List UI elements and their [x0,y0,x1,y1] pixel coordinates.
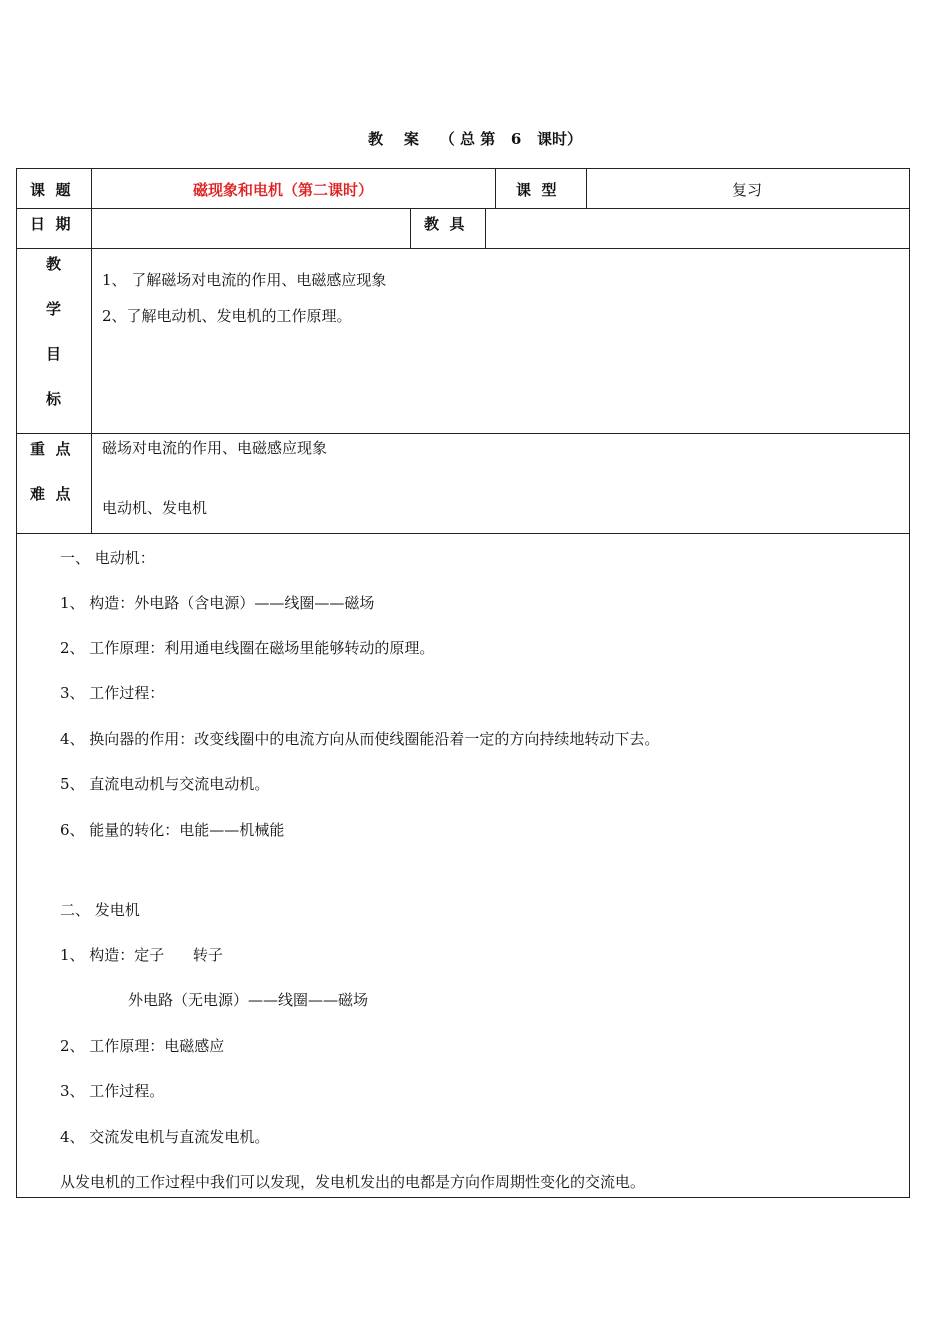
objectives-content [92,249,910,434]
key-points-label-cell [16,434,92,534]
type-value: 复习 [732,181,763,199]
topic-label: 课 题 [30,181,71,199]
date-label: 日 期 [30,215,71,233]
content-line: 从发电机的工作过程中我们可以发现，发电机发出的电都是方向作周期性变化的交流电。 [60,1173,646,1191]
date-label-cell [16,209,92,249]
objectives-label-char: 教 [46,255,62,273]
tools-value-cell [486,209,910,249]
topic-value-cell [92,168,496,209]
objectives-label-char: 学 [46,300,62,318]
objectives-label-char: 标 [46,390,62,408]
main-content [16,534,910,1198]
topic-label-cell [16,168,92,209]
content-line: 6、 能量的转化：电能——机械能 [60,821,285,839]
section-heading-generator: 二、 发电机 [60,901,140,919]
tools-label: 教 具 [424,215,465,233]
key-points-content [92,434,910,534]
topic-value: 磁现象和电机（第二课时） [193,181,374,199]
content-line: 3、 工作过程。 [60,1082,165,1100]
date-value-cell [92,209,411,249]
content-line: 外电路（无电源）——线圈——磁场 [128,991,369,1009]
type-label: 课 型 [516,181,557,199]
section-heading-motor: 一、 电动机： [60,549,155,567]
content-line: 2、 工作原理：利用通电线圈在磁场里能够转动的原理。 [60,639,435,657]
content-line: 2、 工作原理：电磁感应 [60,1037,225,1055]
content-line: 1、 构造：外电路（含电源）——线圈——磁场 [60,594,375,612]
objective-item: 2、了解电动机、发电机的工作原理。 [102,307,352,325]
difficulty-label: 难 点 [30,485,71,503]
objectives-label-char: 目 [46,345,62,363]
page-title: 教 案 （ 总 第 6 课时） [368,130,582,148]
content-line: 1、 构造：定子 转子 [60,946,223,964]
objectives-label-cell [16,249,92,434]
type-value-cell [587,168,910,209]
difficulty-value: 电动机、发电机 [102,499,208,517]
content-line: 4、 交流发电机与直流发电机。 [60,1128,270,1146]
tools-label-cell [411,209,486,249]
objective-item: 1、 了解磁场对电流的作用、电磁感应现象 [102,271,387,289]
content-line: 3、 工作过程： [60,684,165,702]
content-line: 5、 直流电动机与交流电动机。 [60,775,270,793]
key-label: 重 点 [30,440,71,458]
type-label-cell [496,168,587,209]
content-line: 4、 换向器的作用：改变线圈中的电流方向从而使线圈能沿着一定的方向持续地转动下去。 [60,730,660,748]
key-value: 磁场对电流的作用、电磁感应现象 [102,439,328,457]
